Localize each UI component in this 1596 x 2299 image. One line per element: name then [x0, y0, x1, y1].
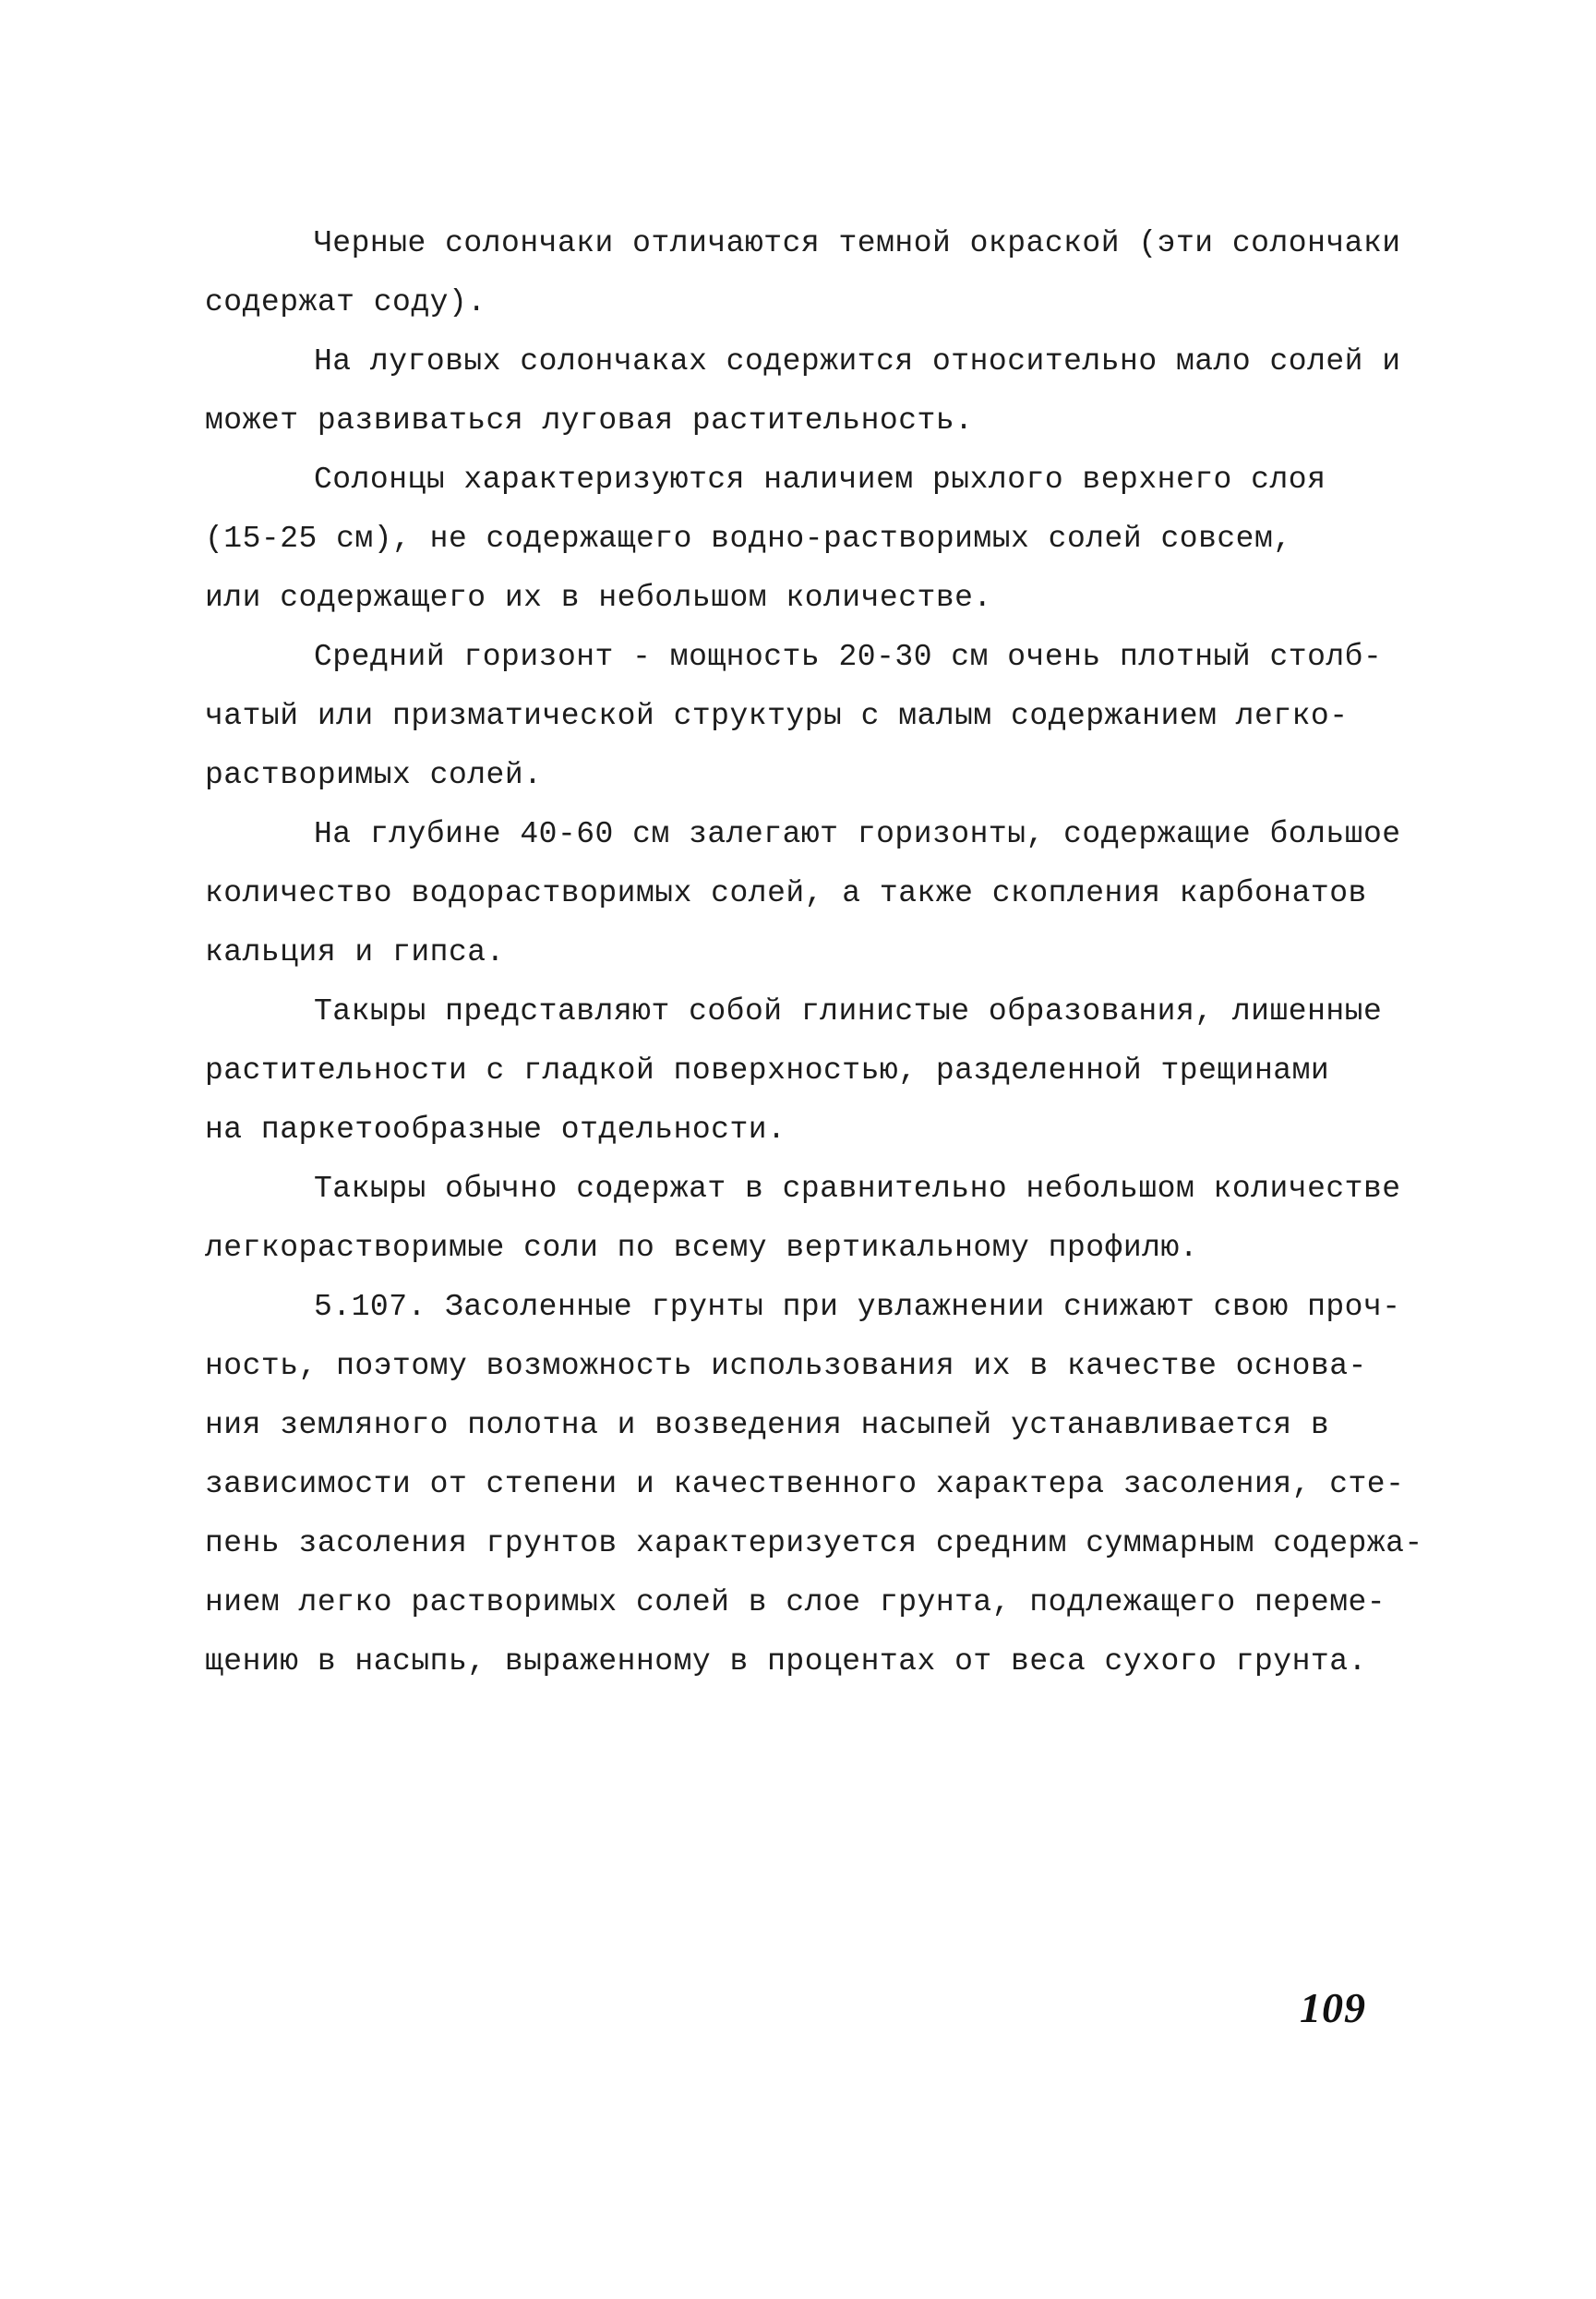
text-line: Черные солончаки отличаются темной окраской (эти солончаки [314, 226, 1401, 260]
text-line: чатый или призматической структуры с малым содержанием легко- [205, 699, 1349, 733]
text-line: зависимости от степени и качественного характера засоления, сте- [205, 1467, 1405, 1501]
text-line: или содержащего их в небольшом количестве. [205, 581, 992, 615]
text-line: может развиваться луговая растительность. [205, 403, 974, 438]
text-line: На глубине 40-60 см залегают горизонты, содержащие большое [314, 817, 1401, 851]
text-line: На луговых солончаках содержится относительно мало солей и [314, 344, 1401, 379]
text-line: ния земляного полотна и возведения насыпей устанавливается в [205, 1408, 1330, 1442]
text-line: легкорастворимые соли по всему вертикальному профилю. [205, 1231, 1199, 1265]
text-line: растворимых солей. [205, 758, 543, 792]
text-line: 5.107. Засоленные грунты при увлажнении снижают свою проч- [314, 1290, 1401, 1324]
text-line: пень засоления грунтов характеризуется средним суммарным содержа- [205, 1526, 1423, 1560]
text-line: щению в насыпь, выраженному в процентах от веса сухого грунта. [205, 1644, 1367, 1679]
text-line: нием легко растворимых солей в слое грунта, подлежащего переме- [205, 1585, 1386, 1619]
text-line: количество водорастворимых солей, а также скопления карбонатов [205, 876, 1367, 910]
body-text [205, 214, 1423, 1691]
text-line: Такыры обычно содержат в сравнительно небольшом количестве [314, 1172, 1401, 1206]
text-line: Средний горизонт - мощность 20-30 см очень плотный столб- [314, 640, 1383, 674]
text-line: на паркетообразные отдельности. [205, 1113, 786, 1147]
text-line: Такыры представляют собой глинистые образования, лишенные [314, 994, 1383, 1029]
page-number: 109 [1300, 1984, 1366, 2031]
text-line: содержат соду). [205, 285, 486, 319]
text-line: растительности с гладкой поверхностью, разделенной трещинами [205, 1053, 1330, 1088]
text-line: ность, поэтому возможность использования их в качестве основа- [205, 1349, 1367, 1383]
text-line: кальция и гипса. [205, 935, 505, 969]
text-line: (15-25 см), не содержащего водно-растворимых солей совсем, [205, 522, 1292, 556]
text-line: Солонцы характеризуются наличием рыхлого верхнего слоя [314, 463, 1326, 497]
